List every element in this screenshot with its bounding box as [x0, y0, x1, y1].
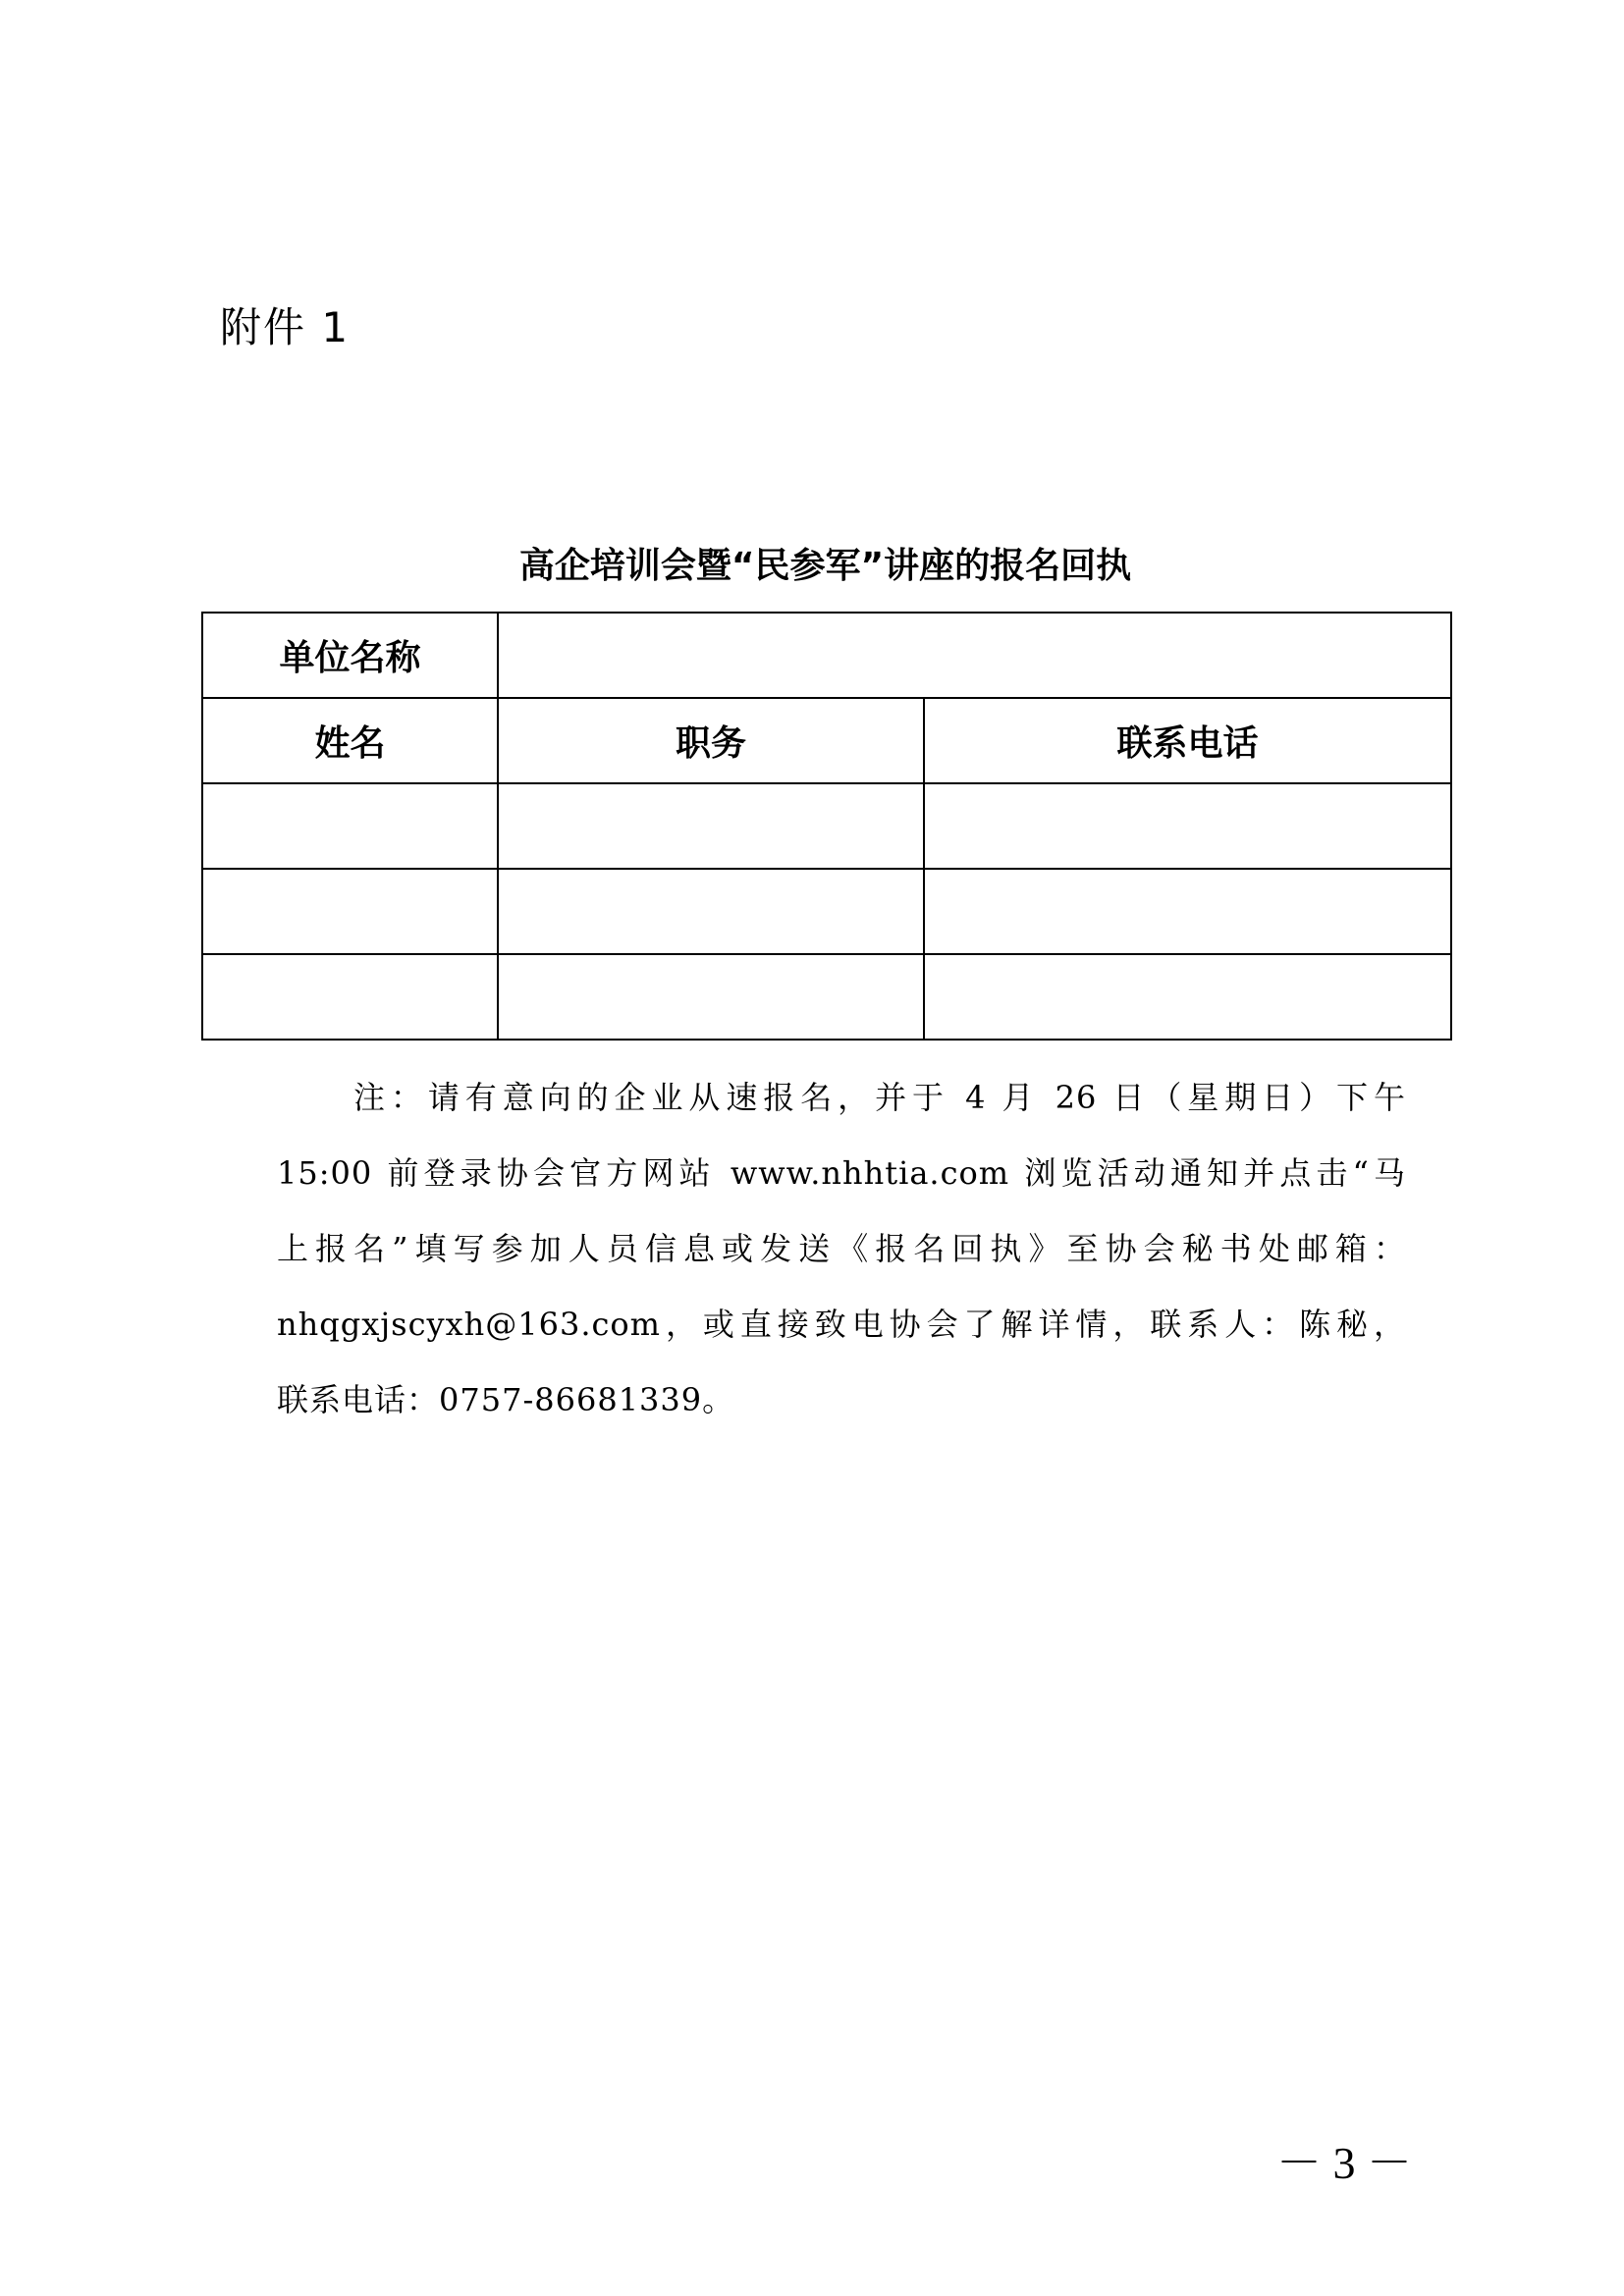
notes-line: 上报名”填写参加人员信息或发送《报名回执》至协会秘书处邮箱：	[277, 1230, 1406, 1267]
column-header-phone: 联系电话	[924, 698, 1451, 783]
registration-notes	[277, 1074, 1406, 1452]
notes-line: 注：请有意向的企业从速报名，并于 4 月 26 日（星期日）下午	[353, 1079, 1406, 1116]
unit-name-row	[202, 613, 1451, 698]
form-title: 高企培训会暨“民参军”讲座的报名回执	[518, 546, 1132, 586]
position-cell[interactable]	[498, 783, 924, 869]
name-cell[interactable]	[202, 869, 498, 954]
registration-form-table	[201, 612, 1452, 1041]
notes-line: nhqgxjscyxh@163.com，或直接致电协会了解详情，联系人：陈秘，	[277, 1306, 1406, 1343]
name-cell[interactable]	[202, 783, 498, 869]
unit-name-label: 单位名称	[202, 613, 498, 698]
table-row	[202, 869, 1451, 954]
column-header-position: 职务	[498, 698, 924, 783]
name-cell[interactable]	[202, 954, 498, 1040]
position-cell[interactable]	[498, 954, 924, 1040]
page-number: － 3 －	[1276, 2138, 1412, 2188]
notes-line: 15:00 前登录协会官方网站 www.nhhtia.com 浏览活动通知并点击“马	[277, 1154, 1406, 1192]
attachment-label: 附件 1	[220, 303, 351, 351]
unit-name-field[interactable]	[498, 613, 1451, 698]
phone-cell[interactable]	[924, 783, 1451, 869]
table-row	[202, 954, 1451, 1040]
phone-cell[interactable]	[924, 869, 1451, 954]
column-header-name: 姓名	[202, 698, 498, 783]
header-row	[202, 698, 1451, 783]
phone-cell[interactable]	[924, 954, 1451, 1040]
notes-line: 联系电话：0757-86681339。	[277, 1381, 735, 1418]
table-row	[202, 783, 1451, 869]
position-cell[interactable]	[498, 869, 924, 954]
